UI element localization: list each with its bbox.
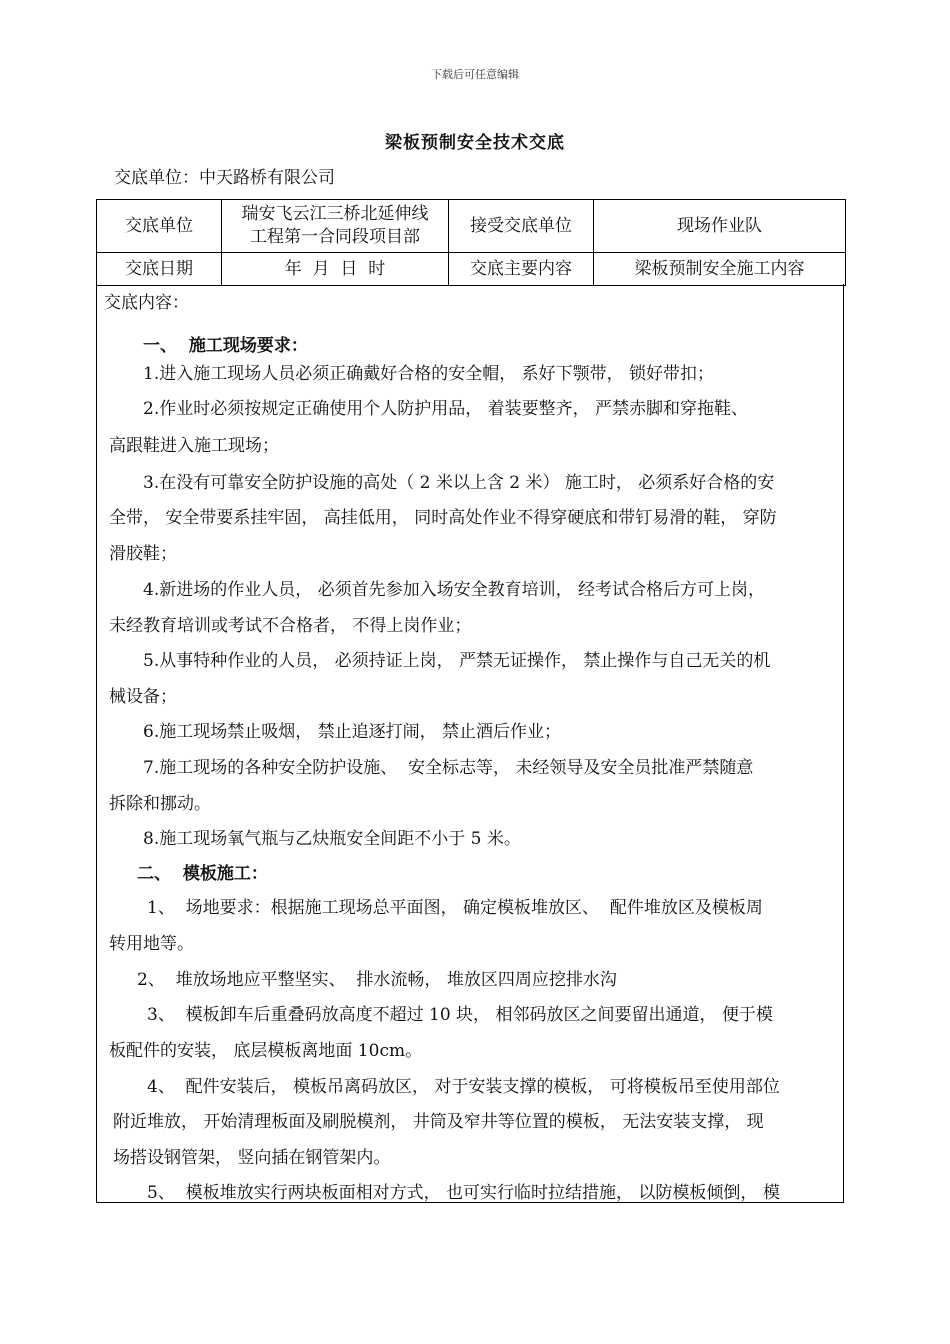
issuing-unit-value bbox=[222, 200, 449, 253]
paragraph-line: 全带， 安全带要系挂牢固， 高挂低用， 同时高处作业不得穿硬底和带钉易滑的鞋， 穿防 bbox=[109, 508, 777, 528]
paragraph-line: 6.施工现场禁止吸烟， 禁止追逐打闹， 禁止酒后作业； bbox=[143, 722, 562, 742]
download-watermark: 下载后可任意编辑 bbox=[431, 68, 519, 81]
issuing-unit-value-line2: 工程第一合同段项目部 bbox=[250, 227, 420, 247]
paragraph-line: 4.新进场的作业人员， 必须首先参加入场安全教育培训， 经考试合格后方可上岗， bbox=[143, 580, 766, 600]
document-title: 梁板预制安全技术交底 bbox=[385, 133, 565, 153]
briefing-info-table bbox=[96, 199, 846, 286]
paragraph-line: 1.进入施工现场人员必须正确戴好合格的安全帽， 系好下颚带， 锁好带扣； bbox=[143, 364, 715, 384]
paragraph-line: 未经教育培训或考试不合格者， 不得上岗作业； bbox=[109, 616, 472, 636]
paragraph-line: 2.作业时必须按规定正确使用个人防护用品， 着装要整齐， 严禁赤脚和穿拖鞋、 bbox=[143, 399, 749, 419]
receiving-unit-label: 接受交底单位 bbox=[449, 200, 594, 253]
table-row bbox=[97, 200, 846, 253]
briefing-date-value: 年 月 日 时 bbox=[222, 253, 449, 286]
section-heading-site-requirements: 一、 施工现场要求： bbox=[143, 336, 308, 356]
main-content-label: 交底主要内容 bbox=[449, 253, 594, 286]
briefing-date-label: 交底日期 bbox=[97, 253, 222, 286]
paragraph-line: 场搭设钢管架， 竖向插在钢管架内。 bbox=[113, 1148, 391, 1168]
paragraph-line: 2、 堆放场地应平整坚实、 排水流畅， 堆放区四周应挖排水沟 bbox=[137, 970, 617, 990]
paragraph-line: 5、 模板堆放实行两块板面相对方式， 也可实行临时拉结措施， 以防模板倾倒， 模 bbox=[147, 1183, 780, 1203]
paragraph-line: 5.从事特种作业的人员， 必须持证上岗， 严禁无证操作， 禁止操作与自己无关的机 bbox=[143, 651, 771, 671]
paragraph-line: 转用地等。 bbox=[109, 934, 194, 954]
paragraph-line: 拆除和挪动。 bbox=[109, 794, 211, 814]
briefing-content-box bbox=[96, 284, 844, 1203]
paragraph-line: 7.施工现场的各种安全防护设施、 安全标志等， 未经领导及安全员批准严禁随意 bbox=[143, 758, 754, 778]
paragraph-line: 附近堆放， 开始清理板面及刷脱模剂， 井筒及窄井等位置的模板， 无法安装支撑， 现 bbox=[113, 1112, 764, 1132]
paragraph-line: 滑胶鞋； bbox=[109, 544, 177, 564]
paragraph-line: 8.施工现场氧气瓶与乙炔瓶安全间距不小于 5 米。 bbox=[143, 829, 521, 849]
paragraph-line: 3、 模板卸车后重叠码放高度不超过 10 块， 相邻码放区之间要留出通道， 便于模 bbox=[147, 1005, 773, 1025]
paragraph-line: 4、 配件安装后， 模板吊离码放区， 对于安装支撑的模板， 可将模板吊至使用部位 bbox=[147, 1077, 780, 1097]
paragraph-line: 1、 场地要求：根据施工现场总平面图， 确定模板堆放区、 配件堆放区及模板周 bbox=[147, 898, 763, 918]
paragraph-line: 械设备； bbox=[109, 687, 177, 707]
issuing-unit-value-line1: 瑞安飞云江三桥北延伸线 bbox=[241, 204, 429, 224]
table-row bbox=[97, 253, 846, 286]
issuing-unit-line: 交底单位：中天路桥有限公司 bbox=[114, 168, 335, 188]
receiving-unit-value: 现场作业队 bbox=[594, 200, 846, 253]
section-heading-formwork: 二、 模板施工： bbox=[137, 864, 268, 884]
paragraph-line: 高跟鞋进入施工现场； bbox=[109, 436, 279, 456]
paragraph-line: 3.在没有可靠安全防护设施的高处（ 2 米以上含 2 米） 施工时， 必须系好合格的安 bbox=[143, 473, 775, 493]
content-label: 交底内容： bbox=[104, 293, 189, 313]
paragraph-line: 板配件的安装， 底层模板离地面 10cm。 bbox=[109, 1041, 423, 1061]
issuing-unit-label: 交底单位 bbox=[97, 200, 222, 253]
main-content-value: 梁板预制安全施工内容 bbox=[594, 253, 846, 286]
